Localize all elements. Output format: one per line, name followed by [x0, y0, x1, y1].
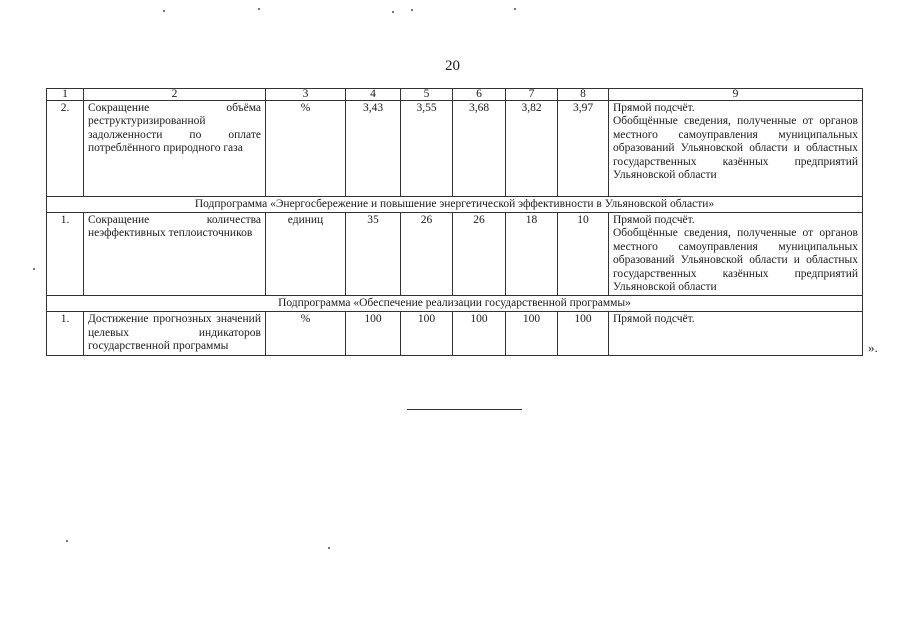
column-number: 7	[506, 89, 558, 101]
year-value: 10	[558, 213, 609, 296]
closing-quote-mark: ».	[868, 340, 878, 355]
table-row	[47, 101, 863, 197]
indicator-name: Достижение прогнозных значений целевых индикаторов государственной программы	[84, 312, 266, 355]
year-value: 3,68	[453, 101, 506, 197]
page-number: 20	[445, 58, 460, 74]
indicators-table	[46, 88, 863, 356]
year-value: 3,43	[346, 101, 401, 197]
column-number: 5	[401, 89, 453, 101]
table-row	[47, 312, 863, 355]
indicator-name: Сокращение объёма реструктуризированной задолженности по оплате потреблённого природного газа	[84, 101, 266, 197]
data-source-line: Обобщённые сведения, полученные от органов местного самоуправления муниципальных образований Ульяновской области и областных государственных казённых предприятий Ульяновской области	[613, 227, 858, 294]
table-row	[47, 213, 863, 296]
year-value: 26	[453, 213, 506, 296]
data-source-line: Обобщённые сведения, полученные от органов местного самоуправления муниципальных образований Ульяновской области и областных государственных казённых предприятий Ульяновской области	[613, 115, 858, 182]
scan-speck	[411, 9, 413, 11]
year-value: 35	[346, 213, 401, 296]
column-number: 1	[47, 89, 84, 101]
year-value: 100	[346, 312, 401, 355]
scan-speck	[514, 8, 516, 10]
row-number: 2.	[47, 101, 84, 197]
column-number: 3	[266, 89, 346, 101]
data-source	[609, 213, 863, 296]
subprogram-title: Подпрограмма «Энергосбережение и повышение энергетической эффективности в Ульяновской области»	[47, 197, 863, 213]
subprogram-title: Подпрограмма «Обеспечение реализации государственной программы»	[47, 296, 863, 312]
data-source-line: Прямой подсчёт.	[613, 214, 695, 226]
data-source	[609, 101, 863, 197]
year-value: 100	[453, 312, 506, 355]
column-number: 2	[84, 89, 266, 101]
data-source	[609, 312, 863, 355]
year-value: 18	[506, 213, 558, 296]
indicator-name: Сокращение количества неэффективных теплоисточников	[84, 213, 266, 296]
scan-speck	[66, 540, 68, 542]
subprogram-row	[47, 296, 863, 312]
year-value: 100	[506, 312, 558, 355]
row-number: 1.	[47, 213, 84, 296]
unit: единиц	[266, 213, 346, 296]
column-number: 6	[453, 89, 506, 101]
year-value: 100	[558, 312, 609, 355]
scan-speck	[392, 11, 394, 13]
year-value: 3,97	[558, 101, 609, 197]
row-number: 1.	[47, 312, 84, 355]
scan-speck	[328, 547, 330, 549]
scan-speck	[33, 268, 35, 270]
column-number: 8	[558, 89, 609, 101]
subprogram-row	[47, 197, 863, 213]
year-value: 100	[401, 312, 453, 355]
column-number-row	[47, 89, 863, 101]
scan-speck	[163, 10, 165, 12]
column-number: 4	[346, 89, 401, 101]
data-source-line: Прямой подсчёт.	[613, 102, 695, 114]
unit: %	[266, 312, 346, 355]
year-value: 26	[401, 213, 453, 296]
column-number: 9	[609, 89, 863, 101]
end-of-document-rule	[407, 409, 522, 410]
scan-speck	[258, 8, 260, 10]
year-value: 3,55	[401, 101, 453, 197]
unit: %	[266, 101, 346, 197]
data-source-line: Прямой подсчёт.	[613, 313, 695, 326]
year-value: 3,82	[506, 101, 558, 197]
